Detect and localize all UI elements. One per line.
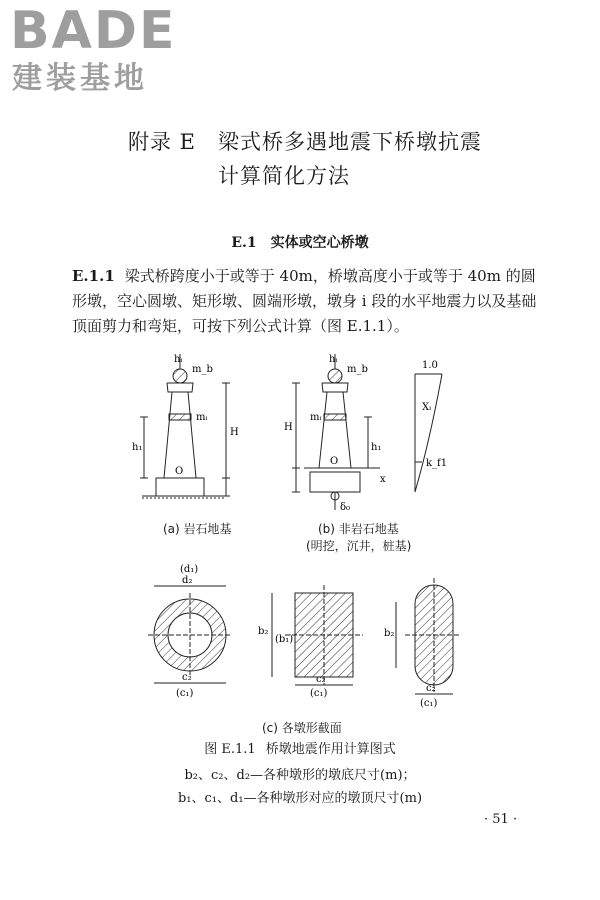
label-c1-circle: (c₁) [176,688,194,699]
caption-b-line2: (明挖，沉井，桩基) [306,539,412,553]
caption-a: (a) 岩石地基 [163,522,232,536]
label-one: 1.0 [422,360,438,371]
label-c1-rect: (c₁) [310,688,328,699]
label-H-b: H [284,422,293,433]
label-c2-rect: c₂ [316,674,326,685]
label-b2-rect: b₂ [258,626,269,637]
section-number: E.1 [231,235,257,251]
mode-shape-curve [415,374,442,492]
section-circular [148,586,232,683]
label-Xi: Xᵢ [422,402,432,413]
label-hi-b: hᵢ [329,354,338,365]
label-mb-a: m_b [192,364,213,375]
label-c2-circle: c₂ [182,672,192,683]
note-line1: b₂、c₂、d₂—各种墩形的墩底尺寸(m)； [184,768,416,783]
label-x-axis: x [380,474,386,485]
logo-word: BADE [10,1,177,61]
note-line2: b₁、c₁、d₁—各种墩形对应的墩顶尺寸(m) [177,791,423,806]
label-c2-round: c₂ [426,683,436,694]
section-title: 实体或空心桥墩 [270,235,369,251]
label-delta: δ₀ [340,502,351,513]
label-c1-round: (c₁) [420,698,438,709]
caption-b-line1: (b) 非岩石地基 [318,522,399,536]
label-mb-b: m_b [347,364,368,375]
caption-c: (c) 各墩形截面 [262,721,342,735]
clause-number: E.1.1 [72,267,115,285]
clause-paragraph [72,264,542,339]
label-b2-round: b₂ [384,628,395,639]
appendix-title-line1: 附录 E 梁式桥多遇地震下桥墩抗震 [128,130,483,154]
logo [10,1,185,104]
label-h1-b: h₁ [371,442,382,453]
section-round-ended [396,578,460,694]
pier-non-rock-foundation [292,354,380,510]
logo-subtitle: 建装基地 [12,61,148,96]
clause-text: 梁式桥跨度小于或等于 40m，桥墩高度小于或等于 40m 的圆形墩，空心圆墩、矩形墩、圆端形墩，墩身 i 段的水平地震力以及基础顶面剪力和弯矩，可按下列公式计算（图 E.1.1）。 [72,267,537,335]
appendix-title-line2: 计算简化方法 [218,164,350,188]
label-mi-b: mᵢ [310,412,322,423]
label-origin-a: O [175,466,184,477]
label-origin-b: O [330,456,339,467]
label-b1-rect: (b₁) [275,634,294,645]
label-d1: (d₁) [180,564,199,575]
pier-rock-foundation [140,354,230,498]
figure-number: 图 E.1.1 [204,742,256,757]
label-H-a: H [230,427,239,438]
label-hi-a: hᵢ [174,354,183,365]
page-number: · 51 · [484,812,518,827]
label-mi-a: mᵢ [196,412,208,423]
label-d2: d₂ [182,575,193,586]
figure-title-text: 桥墩地震作用计算图式 [265,742,396,757]
label-kfi: k_f1 [426,458,448,469]
section-heading [0,232,600,252]
figure-title [0,738,600,757]
label-h1-a: h₁ [132,442,143,453]
